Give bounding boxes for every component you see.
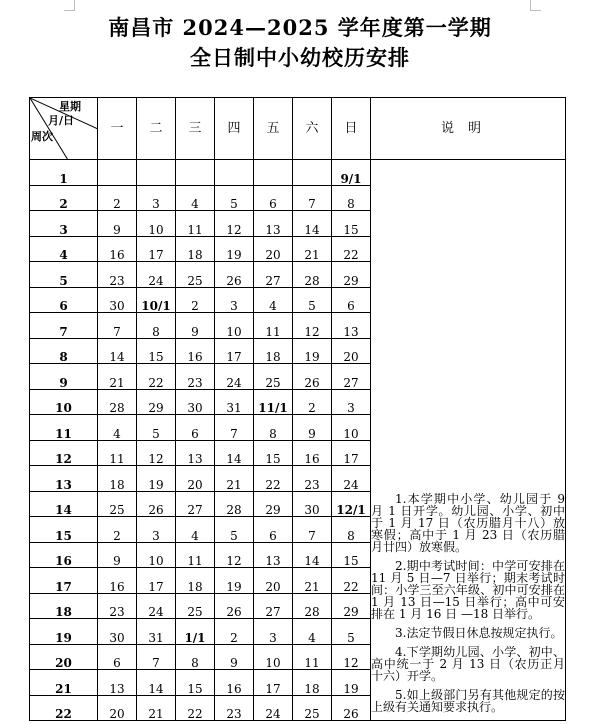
date-cell: 3 [215,287,254,313]
date-cell: 4 [176,185,215,211]
date-cell: 1/1 [176,619,215,645]
date-cell: 11 [176,542,215,568]
date-cell: 6 [254,185,293,211]
date-cell: 12 [215,211,254,237]
date-cell: 18 [254,338,293,364]
date-cell: 9 [98,542,137,568]
date-cell: 22 [332,236,371,262]
date-cell: 2 [293,389,332,415]
date-cell: 25 [254,364,293,390]
date-cell: 8 [254,415,293,441]
date-cell: 12 [137,440,176,466]
note-paragraph: 5.如上级部门另有其他规定的按上级有关通知要求执行。 [371,688,565,714]
week-number: 4 [59,248,68,262]
week-number-cell [30,619,98,645]
week-number-cell [30,568,98,594]
week-number-cell [30,593,98,619]
week-number-cell [30,695,98,721]
week-number-cell [30,236,98,262]
date-cell: 24 [332,466,371,492]
week-number: 22 [55,707,72,721]
week-number: 6 [59,299,68,313]
date-cell: 10/1 [137,287,176,313]
week-number-cell [30,491,98,517]
date-cell: 28 [293,262,332,288]
date-cell: 26 [293,364,332,390]
date-cell: 11 [176,211,215,237]
date-cell: 26 [215,262,254,288]
date-cell: 24 [137,593,176,619]
date-cell: 23 [98,593,137,619]
date-cell: 2 [215,619,254,645]
date-cell: 14 [98,338,137,364]
date-cell: 9 [293,415,332,441]
date-cell: 7 [98,313,137,339]
week-number-cell [30,287,98,313]
week-number-cell [30,389,98,415]
date-cell: 4 [254,287,293,313]
date-cell: 29 [332,262,371,288]
date-cell: 15 [176,670,215,696]
date-cell: 22 [137,364,176,390]
date-cell: 12/1 [332,491,371,517]
date-cell: 13 [332,313,371,339]
date-cell: 10 [254,644,293,670]
notes-header: 说明 [371,98,566,160]
date-cell: 22 [332,568,371,594]
week-number: 3 [59,222,68,237]
date-cell: 7 [293,185,332,211]
date-cell: 24 [137,262,176,288]
date-cell: 19 [332,670,371,696]
date-cell: 17 [137,236,176,262]
week-number: 18 [55,605,72,619]
date-cell: 18 [176,236,215,262]
date-cell: 4 [293,619,332,645]
week-number: 5 [59,273,68,288]
week-number-cell [30,542,98,568]
date-cell: 24 [215,364,254,390]
date-cell: 12 [332,644,371,670]
date-cell: 25 [293,695,332,721]
date-cell [137,160,176,186]
date-cell: 25 [176,593,215,619]
date-cell: 12 [215,542,254,568]
date-cell: 17 [215,338,254,364]
margin-mark-left [64,0,75,11]
date-cell: 6 [98,644,137,670]
notes-cell [371,160,566,721]
date-cell: 23 [176,364,215,390]
date-cell: 19 [293,338,332,364]
week-number-cell [30,644,98,670]
date-cell [176,160,215,186]
corner-label-week-number: 周次 [31,130,53,143]
date-cell: 13 [98,670,137,696]
date-cell: 7 [215,415,254,441]
date-cell: 29 [332,593,371,619]
date-cell: 5 [215,517,254,543]
date-cell: 29 [254,491,293,517]
day-header-sat: 六 [293,98,332,160]
week-number: 9 [59,375,68,390]
date-cell: 6 [176,415,215,441]
date-cell: 26 [137,491,176,517]
date-cell: 31 [137,619,176,645]
week-number-cell [30,338,98,364]
date-cell: 14 [293,542,332,568]
date-cell: 11 [254,313,293,339]
date-cell: 30 [98,287,137,313]
week-number-cell [30,160,98,186]
week-number: 11 [55,426,72,441]
date-cell: 25 [98,491,137,517]
date-cell: 21 [293,568,332,594]
date-cell: 11/1 [254,389,293,415]
date-cell: 17 [137,568,176,594]
date-cell: 15 [332,211,371,237]
calendar-table [29,97,566,721]
note-paragraph: 3.法定节假日休息按规定执行。 [395,626,563,640]
date-cell: 22 [176,695,215,721]
date-cell: 13 [254,542,293,568]
date-cell: 13 [176,440,215,466]
date-cell: 6 [254,517,293,543]
week-number: 14 [55,503,72,517]
date-cell: 27 [254,593,293,619]
date-cell: 27 [176,491,215,517]
date-cell: 21 [98,364,137,390]
date-cell: 8 [137,313,176,339]
week-number: 17 [55,579,72,594]
date-cell: 19 [215,236,254,262]
date-cell: 12 [293,313,332,339]
corner-header-cell [30,98,98,160]
date-cell: 18 [98,466,137,492]
day-header-fri: 五 [254,98,293,160]
week-number-cell [30,313,98,339]
week-number-cell [30,364,98,390]
date-cell: 10 [137,211,176,237]
date-cell: 13 [254,211,293,237]
date-cell: 25 [176,262,215,288]
date-cell: 21 [293,236,332,262]
date-cell [293,160,332,186]
day-header-mon: 一 [98,98,137,160]
week-number: 21 [55,681,72,696]
note-paragraph: 2.期中考试时间：中学可安排在 11 月 5 日—7 日举行；期末考试时间：小学三至六年级、初中可安排在 1 月 13 日—15 日举行；高中可安排在 1 月 16 日 —18 日举行。 [371,559,565,621]
date-cell: 3 [137,185,176,211]
date-cell: 14 [293,211,332,237]
date-cell: 9 [176,313,215,339]
date-cell: 5 [332,619,371,645]
date-cell: 16 [98,236,137,262]
date-cell: 8 [332,517,371,543]
week-number: 10 [55,401,72,415]
date-cell: 2 [176,287,215,313]
date-cell: 21 [215,466,254,492]
day-header-thu: 四 [215,98,254,160]
date-cell: 18 [293,670,332,696]
date-cell: 31 [215,389,254,415]
date-cell: 23 [98,262,137,288]
day-header-tue: 二 [137,98,176,160]
week-number-cell [30,415,98,441]
date-cell: 15 [137,338,176,364]
date-cell: 3 [254,619,293,645]
date-cell: 9 [215,644,254,670]
date-cell: 4 [98,415,137,441]
date-cell: 27 [332,364,371,390]
week-number: 13 [55,477,72,492]
date-cell [98,160,137,186]
corner-label-month-day: 月/日 [48,114,75,127]
date-cell: 28 [215,491,254,517]
document-title-line2: 全日制中小幼校历安排 [190,45,410,70]
week-number-cell [30,517,98,543]
date-cell: 2 [98,517,137,543]
date-cell: 5 [293,287,332,313]
date-cell: 23 [293,466,332,492]
date-cell: 24 [254,695,293,721]
date-cell: 20 [176,466,215,492]
day-header-wed: 三 [176,98,215,160]
date-cell: 20 [254,568,293,594]
date-cell: 23 [215,695,254,721]
date-cell: 19 [215,568,254,594]
date-cell: 21 [137,695,176,721]
date-cell: 17 [254,670,293,696]
date-cell: 16 [215,670,254,696]
date-cell: 8 [332,185,371,211]
date-cell: 10 [137,542,176,568]
date-cell [254,160,293,186]
date-cell: 20 [98,695,137,721]
document-title-line1: 南昌市 2024—2025 学年度第一学期 [108,15,492,40]
date-cell: 8 [176,644,215,670]
note-paragraph: 1.本学期中小学、幼儿园于 9 月 1 日开学。幼儿园、小学、初中于 1 月 17 日（农历腊月十八）放寒假；高中于 1 月 23 日（农历腊月廿四）放寒假。 [371,492,565,554]
date-cell: 28 [98,389,137,415]
week-number: 20 [55,656,72,670]
date-cell: 9/1 [332,160,371,186]
date-cell: 18 [176,568,215,594]
date-cell: 28 [293,593,332,619]
date-cell: 20 [254,236,293,262]
date-cell: 16 [98,568,137,594]
corner-label-weekday: 星期 [59,100,81,113]
date-cell: 27 [254,262,293,288]
date-cell [215,160,254,186]
date-cell: 30 [98,619,137,645]
margin-mark-right [530,0,541,11]
date-cell: 26 [215,593,254,619]
date-cell: 6 [332,287,371,313]
date-cell: 15 [254,440,293,466]
day-header-sun: 日 [332,98,371,160]
week-number: 7 [59,324,68,339]
date-cell: 9 [98,211,137,237]
date-cell: 11 [98,440,137,466]
date-cell: 2 [98,185,137,211]
date-cell: 15 [332,542,371,568]
date-cell: 5 [215,185,254,211]
date-cell: 22 [254,466,293,492]
date-cell: 5 [137,415,176,441]
note-paragraph: 4.下学期幼儿园、小学、初中、高中统一于 2 月 13 日（农历正月十六）开学。 [371,645,565,683]
week-number: 16 [55,554,72,568]
header-row [30,98,566,160]
date-cell: 7 [293,517,332,543]
date-cell: 17 [332,440,371,466]
week-number-cell [30,440,98,466]
date-cell: 7 [137,644,176,670]
table-row [30,160,566,186]
date-cell: 26 [332,695,371,721]
date-cell: 30 [293,491,332,517]
date-cell: 19 [137,466,176,492]
date-cell: 16 [176,338,215,364]
week-number: 2 [59,197,68,211]
week-number-cell [30,466,98,492]
week-number: 15 [55,528,72,543]
date-cell: 11 [293,644,332,670]
date-cell: 29 [137,389,176,415]
date-cell: 3 [332,389,371,415]
week-number-cell [30,670,98,696]
week-number-cell [30,262,98,288]
date-cell: 14 [137,670,176,696]
week-number-cell [30,185,98,211]
week-number-cell [30,211,98,237]
date-cell: 16 [293,440,332,466]
date-cell: 14 [215,440,254,466]
date-cell: 30 [176,389,215,415]
week-number: 12 [55,452,72,466]
date-cell: 3 [137,517,176,543]
date-cell: 20 [332,338,371,364]
week-number: 19 [55,630,72,645]
week-number: 8 [59,350,68,364]
date-cell: 10 [332,415,371,441]
week-number: 1 [59,171,68,186]
date-cell: 10 [215,313,254,339]
date-cell: 4 [176,517,215,543]
